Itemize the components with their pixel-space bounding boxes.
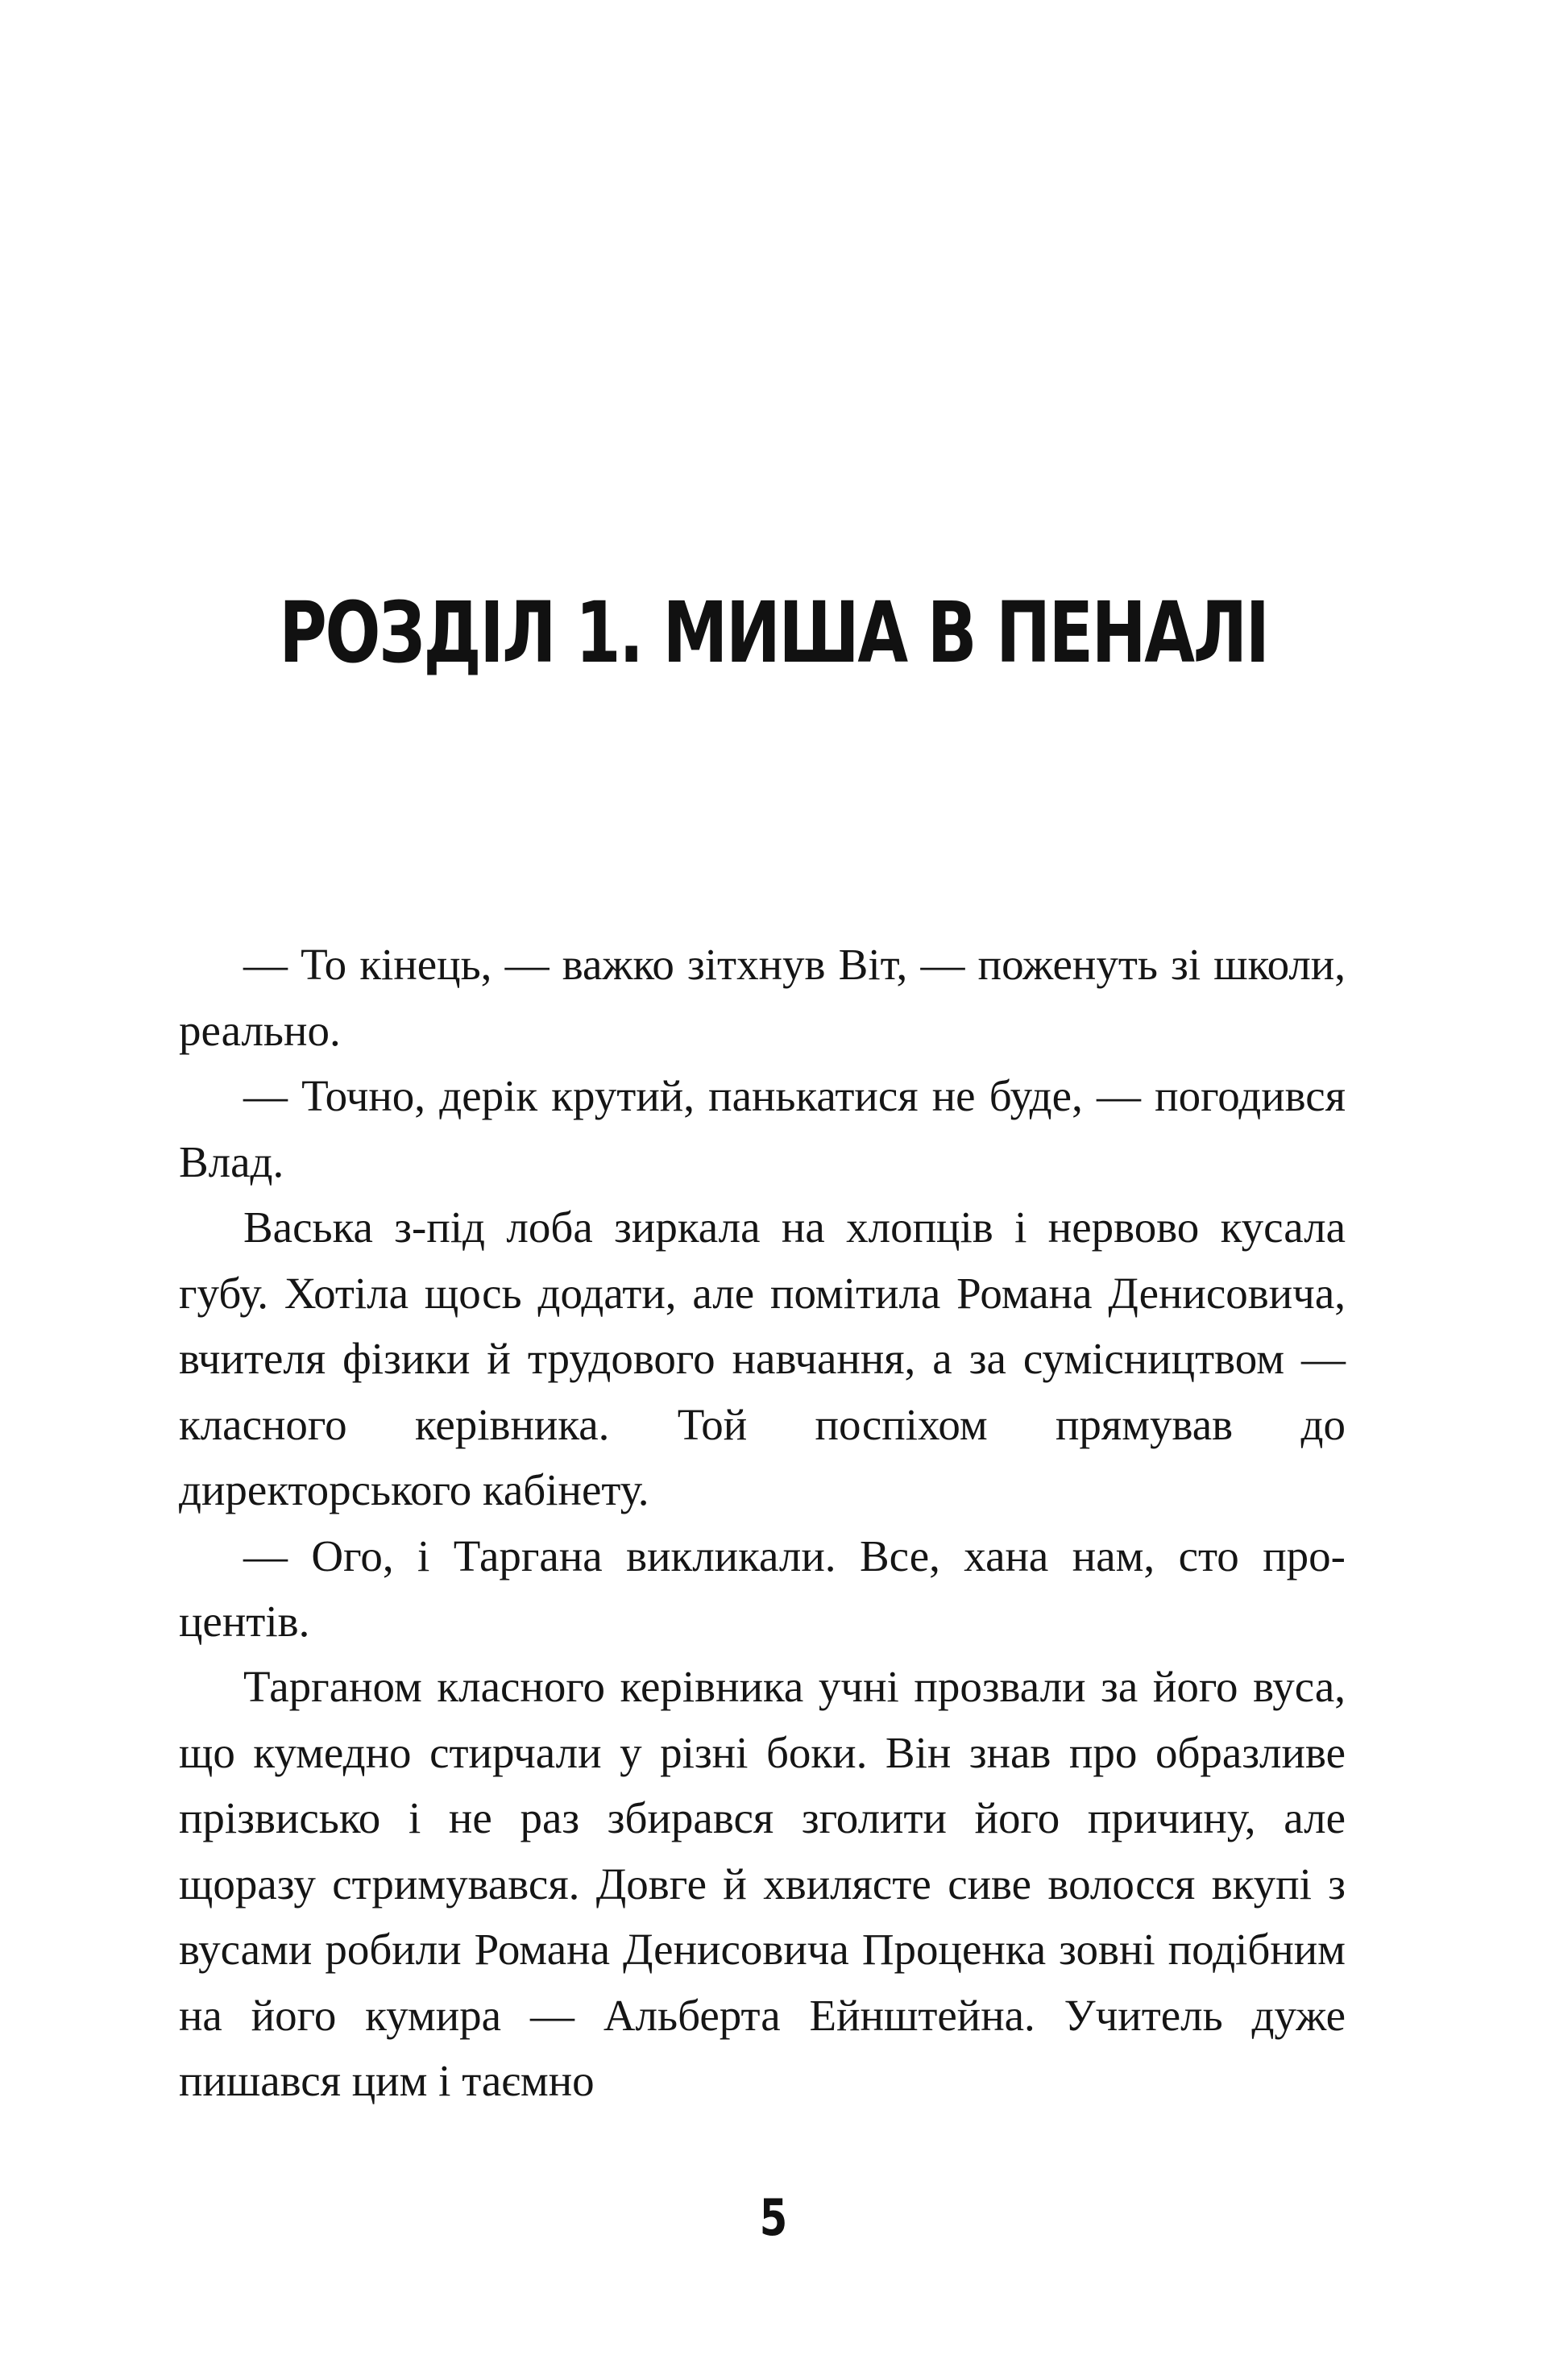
page-number: 5	[759, 2188, 788, 2247]
narrative-block	[179, 1654, 1346, 2114]
paragraph: — Точно, дерік крутий, панькатися не буде, — погодився Влад.	[179, 1071, 1346, 1186]
chapter-title: РОЗДІЛ 1. МИША В ПЕНАЛІ	[279, 584, 1268, 682]
dialogue-block	[179, 932, 1346, 1655]
paragraph: Тарганом класного керівника учні прозвали за його вуса, що кумедно стирчали у різні боки. Він знав про образливе прізвисько і не раз збирався зголити його причину, але щоразу стримувався. Довге й хвилясте сиве волосся вкупі з вусами робили Романа Денисовича Проценка зовні подібним на його кумира — Альберта Ейнштейна. Учитель дуже пишався цим і таємно	[179, 1662, 1346, 2105]
paragraph: Васька з-під лоба зиркала на хлопців і нервово кусала губу. Хотіла щось додати, але помітила Романа Денисовича, вчителя фізики й трудового навчання, а за сумісництвом — класного керівника. Той поспіхом прямував до директорського кабінету.	[179, 1202, 1346, 1514]
paragraph: — То кінець, — важко зітхнув Віт, — поженуть зі школи, реально.	[179, 940, 1346, 1055]
paragraph: — Ого, і Таргана викликали. Все, хана нам, сто процентів.	[179, 1531, 1346, 1646]
